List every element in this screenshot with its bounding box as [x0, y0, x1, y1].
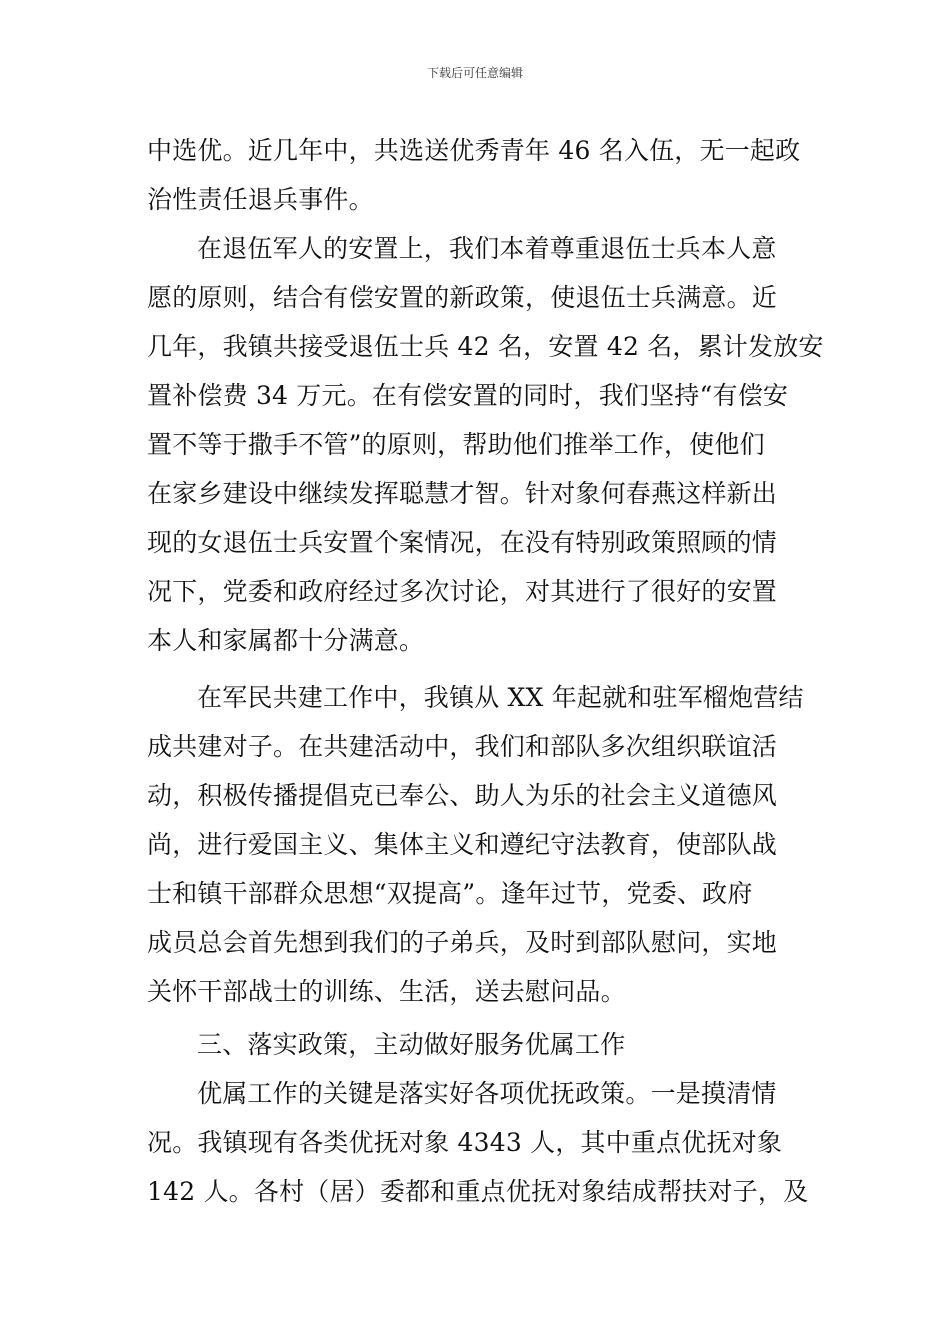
body-line: 愿的原则，结合有偿安置的新政策，使退伍士兵满意。近: [147, 283, 778, 312]
body-line: 现的女退伍士兵安置个案情况，在没有特别政策照顾的情: [147, 528, 778, 557]
body-line: 置不等于撒手不管”的原则，帮助他们推举工作，使他们: [147, 430, 765, 459]
body-line: 成共建对子。在共建活动中，我们和部队多次组织联谊活: [147, 732, 778, 761]
body-line: 142 人。各村（居）委都和重点优抚对象结成帮扶对子，及: [147, 1177, 809, 1206]
page-header: 下载后可任意编辑: [426, 66, 523, 80]
body-line: 中选优。近几年中，共选送优秀青年 46 名入伍，无一起政: [147, 136, 801, 165]
body-line: 几年，我镇共接受退伍士兵 42 名，安置 42 名，累计发放安: [147, 332, 824, 361]
body-line: 关怀干部战士的训练、生活，送去慰问品。: [147, 977, 626, 1006]
paragraph-first-line: 在军民共建工作中，我镇从 XX 年起就和驻军榴炮营结: [197, 683, 804, 712]
body-line: 在家乡建设中继续发挥聪慧才智。针对象何春燕这样新出: [147, 479, 778, 508]
body-line: 动，积极传播提倡克已奉公、助人为乐的社会主义道德风: [147, 781, 778, 810]
paragraph-first-line: 在退伍军人的安置上，我们本着尊重退伍士兵本人意: [197, 234, 777, 263]
body-line: 成员总会首先想到我们的子弟兵，及时到部队慰问，实地: [147, 928, 778, 957]
body-line: 士和镇干部群众思想“双提高”。逢年过节，党委、政府: [147, 879, 753, 908]
body-line: 况下，党委和政府经过多次讨论，对其进行了很好的安置: [147, 577, 778, 606]
body-line: 治性责任退兵事件。: [147, 185, 374, 214]
body-line: 本人和家属都十分满意。: [147, 626, 425, 655]
body-line: 况。我镇现有各类优抚对象 4343 人，其中重点优抚对象: [147, 1128, 783, 1157]
body-line: 尚，进行爱国主义、集体主义和遵纪守法教育，使部队战: [147, 830, 778, 859]
section-heading: 三、落实政策，主动做好服务优属工作: [197, 1030, 626, 1059]
paragraph-first-line: 优属工作的关键是落实好各项优抚政策。一是摸清情: [197, 1079, 777, 1108]
body-line: 置补偿费 34 万元。在有偿安置的同时，我们坚持“有偿安: [147, 381, 789, 410]
